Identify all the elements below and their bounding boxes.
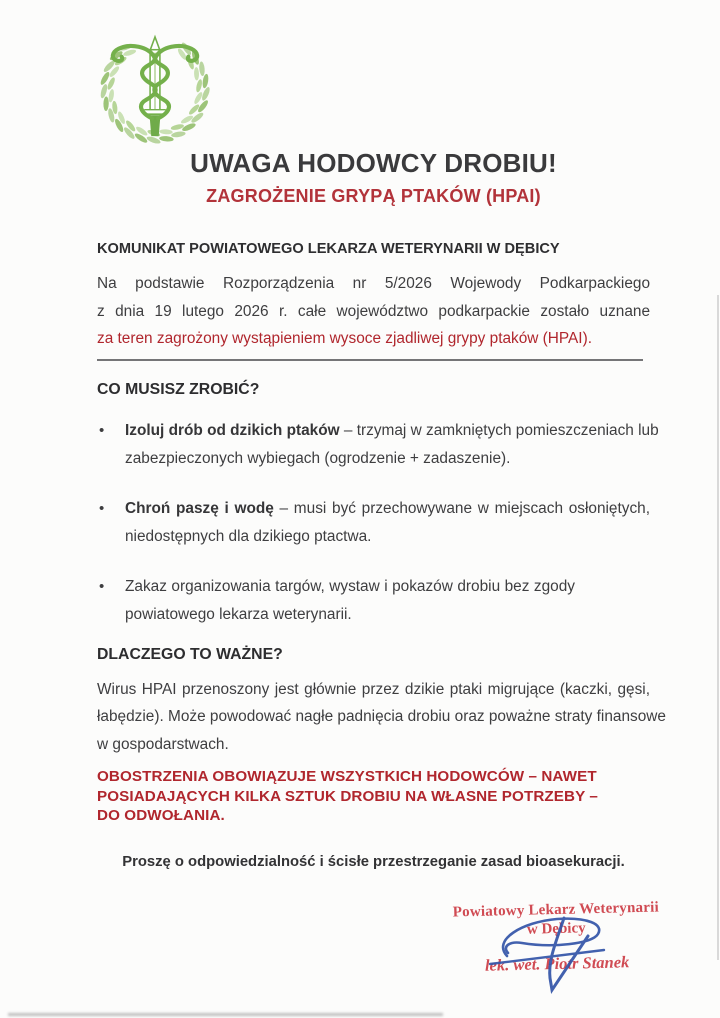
scan-edge-bottom: [8, 1013, 443, 1016]
list-item: [97, 495, 650, 552]
warning-line: POSIADAJĄCYCH KILKA SZTUK DROBIU NA WŁASNE POTRZEBY –: [97, 787, 598, 805]
warning-block: [97, 767, 650, 826]
paragraph-line: łabędzie). Może powodować nagłe padnięcia drobiu oraz poważne straty finansowe: [97, 708, 666, 725]
intro-line: z dnia 19 lutego 2026 r. całe województwo podkarpackie zostało uznane: [97, 302, 650, 320]
bullet-rest-text: – musi być przechowywane w miejscach osłoniętych,: [273, 499, 650, 517]
list-item: [97, 417, 659, 474]
stamp-signatory-name: lek. wet. Piotr Stanek: [484, 952, 630, 975]
bullet-line1: Zakaz organizowania targów, wystaw i pokazów drobiu bez zgody: [125, 577, 575, 595]
bullet-line2: zabezpieczonych wybiegach (ogrodzenie + zadaszenie).: [125, 450, 511, 467]
scan-edge-right: [717, 295, 719, 960]
paragraph-line: Wirus HPAI przenoszony jest głównie przez dzikie ptaki migrujące (kaczki, gęsi,: [97, 680, 650, 698]
intro-red-line: za teren zagrożony wystąpieniem wysoce zjadliwej grypy ptaków (HPAI).: [97, 330, 592, 347]
bullet-rest-text: – trzymaj w zamkniętych pomieszczeniach lub: [339, 421, 659, 439]
list-item: [97, 573, 650, 630]
veterinary-caduceus-icon: [90, 34, 220, 144]
intro-paragraph: [97, 270, 650, 353]
stamp-location: w Dębicy: [526, 920, 586, 938]
bullet-line2: powiatowego lekarza weterynarii.: [125, 606, 352, 623]
intro-line: Na podstawie Rozporządzenia nr 5/2026 Wojewody Podkarpackiego: [97, 275, 650, 292]
closing-statement: Proszę o odpowiedzialność i ścisłe przestrzeganie zasad bioasekuracji.: [122, 853, 625, 870]
section-heading-what-to-do: CO MUSISZ ZROBIĆ?: [97, 380, 260, 398]
bullet-marker-icon: •: [99, 499, 105, 517]
bullet-text: [125, 573, 650, 630]
bullet-text: [125, 495, 650, 552]
announcement-heading: KOMUNIKAT POWIATOWEGO LEKARZA WETERYNARII W DĘBICY: [97, 241, 560, 257]
why-important-paragraph: [97, 676, 666, 759]
bullet-text: [125, 417, 659, 474]
stamp-title: Powiatowy Lekarz Weterynarii: [452, 899, 660, 921]
bullet-bold-text: Chroń paszę i wodę: [125, 499, 274, 517]
veterinary-inspection-logo: [90, 34, 220, 144]
document-content: [0, 34, 720, 872]
document-subtitle: ZAGROŻENIE GRYPĄ PTAKÓW (HPAI): [206, 186, 541, 206]
document-title: UWAGA HODOWCY DROBIU!: [190, 148, 557, 178]
bullet-marker-icon: •: [99, 577, 105, 595]
official-stamp: [443, 899, 670, 976]
warning-line: DO ODWOŁANIA.: [97, 807, 225, 825]
bullet-bold-text: Izoluj drób od dzikich ptaków: [125, 421, 340, 439]
paragraph-line: w gospodarstwach.: [97, 735, 229, 753]
bullet-line2: niedostępnych dla dzikiego ptactwa.: [125, 528, 372, 545]
bullet-list: [97, 417, 659, 630]
horizontal-rule: [97, 359, 643, 361]
warning-line: OBOSTRZENIA OBOWIĄZUJE WSZYSTKICH HODOWCÓW – NAWET: [97, 768, 597, 785]
section-heading-why-important: DLACZEGO TO WAŻNE?: [97, 645, 283, 663]
bullet-marker-icon: •: [99, 421, 105, 439]
